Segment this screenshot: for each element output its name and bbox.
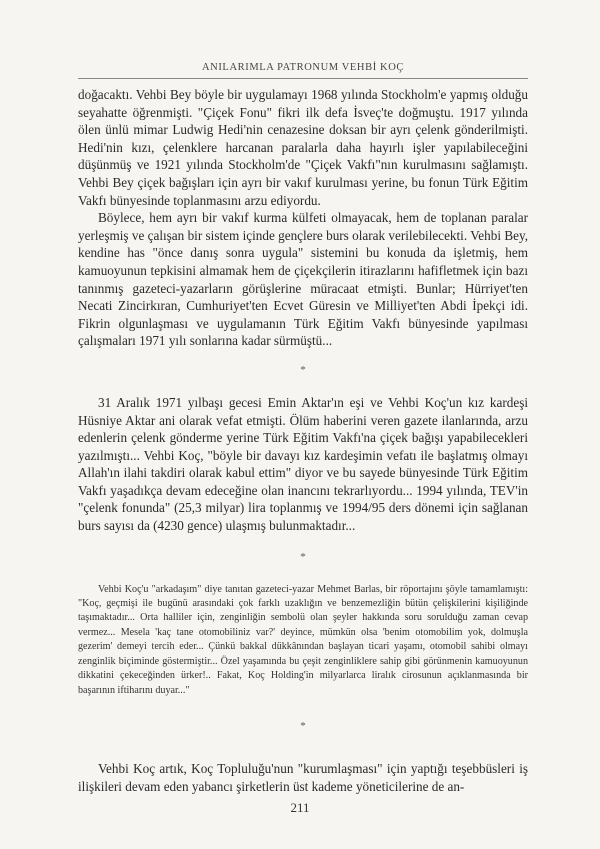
page-content — [78, 86, 528, 795]
quote-mehmet-barlas: Vehbi Koç'u "arkadaşım" diye tanıtan gazeteci-yazar Mehmet Barlas, bir röportajını şöyle tamamlamıştı: "Koç, geçmişi ile bugünü arasındaki çok farklı uzaklığın ve benzemezliğin bütün çelişkilerini kişiliğinde taşımaktadır... Orta halliler için, zenginliğin sembolü olan şeyler hakkında soru sorulduğu zaman cevap vermez... Mesela 'kaç tane otomobiliniz var?' deyince, mümkün olsa 'benim otomobilim yok, dolmuşla gezerim' demeyi tercih eder... Çünkü bakkal dükkânından başlayan ticari yaşamı, otomobil sahibi olmayı zenginlik biçiminde göstermiştir... Özel yaşamında bu çeşit zenginliklere sahip gibi görünmenin kamuoyunun dikkatini çekeceğinden ürker!.. Fakat, Koç Holding'in milyarlarca liralık cirosunun açıklanmasında bir başarının iftiharını duyar..." — [78, 583, 528, 696]
header-rule — [78, 78, 528, 79]
paragraph-cicek-fonu: Böylece, hem ayrı bir vakıf kurma külfeti olmayacak, hem de toplanan paralar yerleşmiş ve çalışan bir sistem içinde gençlere burs olarak verilebilecekti. Vehbi Bey, kendine has "önce danış sonra uygula" sistemini bu konuda da işletmiş, hem kamuoyunun tepkisini almamak hem de çiçekçilerin itirazlarını hafifletmek için bazı tanınmış gazeteci-yazarların görüşlerine müracaat etmişti. Bunlar; Hürriyet'ten Necati Zincirkıran, Cumhuriyet'ten Ecvet Güresin ve Milliyet'ten Abdi İpekçi idi. Fikrin olgunlaşması ve uygulamanın Türk Eğitim Vakfı bünyesinde yapılması çalışmaları 1971 yılı sonlarına kadar sürmüştü... — [78, 210, 528, 349]
section-separator: * — [300, 550, 306, 563]
paragraph-kurumlasma: Vehbi Koç artık, Koç Topluluğu'nun "kurumlaşması" için yaptığı teşebbüsleri iş ilişkileri devam eden yabancı şirketlerin üst kademe yöneticilerine de an- — [78, 760, 528, 794]
section-separator: * — [300, 363, 306, 376]
paragraph-continuation: doğacaktı. Vehbi Bey böyle bir uygulamayı 1968 yılında Stockholm'e yapmış olduğu seyahatte öğrenmişti. "Çiçek Fonu" fikri ilk defa İsveç'te doğmuştu. 1917 yılında ölen ünlü mimar Ludwig Hedi'nin cenazesine doksan bir ayrı çelenk gönderilmişti. Hedi'nin kızı, çelenklere harcanan paralarla daha hayırlı işler yapılabileceğini düşünmüş ve 1921 yılında Stockholm'de "Çiçek Vakfı"nın kurulmasını sağlamıştı. Vehbi Bey çiçek bağışları için ayrı bir vakıf kurulması yerine, bu fonun Türk Eğitim Vakfı bünyesinde toplanmasını arzu ediyordu. — [78, 87, 528, 208]
running-header: ANILARIMLA PATRONUM VEHBİ KOÇ — [201, 62, 405, 73]
section-separator: * — [300, 719, 306, 732]
paragraph-husniye-aktar: 31 Aralık 1971 yılbaşı gecesi Emin Aktar'ın eşi ve Vehbi Koç'un kız kardeşi Hüsniye Aktar ani olarak vefat etmişti. Ölüm haberini veren gazete ilanlarında, arzu edenlerin çelenk gönderme yerine Türk Eğitim Vakfı'na çiçek bağışı yapabilecekleri yazılmıştı... Vehbi Koç, "böyle bir davayı kız kardeşimin vefatı ile başlatmış olmayı Allah'ın ilahi takdiri olarak kabul ettim" diyor ve bu sayede bünyesinde Türk Eğitim Vakfı yaşadıkça devam edeceğine olan inancını tekrarlıyordu... 1994 yılında, TEV'in "çelenk fonunda" (25,3 milyar) lira toplanmış ve 1994/95 ders dönemi için sağlanan burs sayısı da (4230 gence) ulaşmış bulunmaktadır... — [78, 394, 528, 534]
page-number: 211 — [290, 800, 310, 815]
